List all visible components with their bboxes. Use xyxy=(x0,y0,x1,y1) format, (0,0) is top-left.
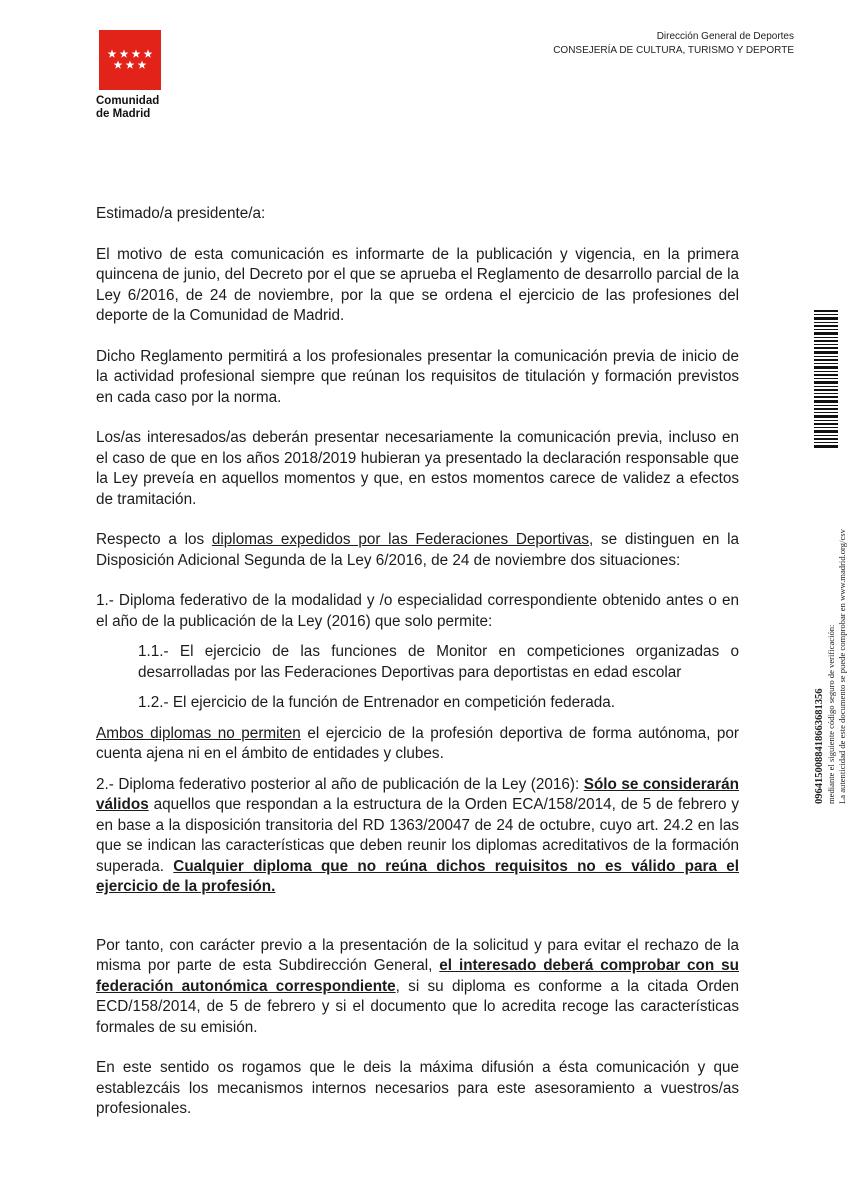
department-name: Dirección General de Deportes xyxy=(656,31,794,42)
letter-body xyxy=(96,204,739,1120)
por-tanto-intro: Por tanto, con carácter previo a la presentación de la solicitud y para evitar el rechazo de la misma por parte de esta Subdirección General, xyxy=(96,936,739,974)
paragraph-diplomas xyxy=(96,530,739,571)
paragraph-por-tanto xyxy=(96,936,739,1039)
comunidad-de-madrid-logo xyxy=(96,30,168,121)
item-2-intro: 2.- Diploma federativo posterior al año de publicación de la Ley (2016): xyxy=(96,775,584,793)
paragraph-reglamento: Dicho Reglamento permitirá a los profesionales presentar la comunicación previa de inicio de la actividad profesional siempre que reúnan los requisitos de titulación y formación previstos en cada caso por la norma. xyxy=(96,347,739,406)
item-2-warning: Cualquier diploma que no reúna dichos requisitos no es válido para el ejercicio de la profesión. xyxy=(96,857,739,895)
diplomas-intro: Respecto a los xyxy=(96,531,212,548)
logo-line2: de Madrid xyxy=(96,108,151,120)
verification-line1: La autenticidad de este documento se puede comprobar en www.madrid.org/csv xyxy=(836,529,847,804)
verification-code: 0964150088418663681356 xyxy=(814,688,825,804)
ambos-underlined: Ambos diplomas no permiten xyxy=(96,724,301,742)
paragraph-motivo: El motivo de esta comunicación es informarte de la publicación y vigencia, en la primera quincena de junio, del Decreto por el que se aprueba el Reglamento de desarrollo parcial de la Ley 6/2016, de 24 de noviembre, por la que se ordena el ejercicio de las profesiones del deporte de la Comunidad de Madrid. xyxy=(96,245,739,324)
logo-line1: Comunidad xyxy=(96,95,160,107)
madrid-seven-stars-flag-icon xyxy=(99,30,161,90)
por-tanto-emphasis: el interesado deberá comprobar con su federación autonómica correspondiente xyxy=(96,957,739,995)
item-2-validos: Sólo se considerarán válidos xyxy=(96,775,739,813)
diplomas-rest: , se distinguen en la Disposición Adicional Segunda de la Ley 6/2016, de 24 de noviembre dos situaciones: xyxy=(96,531,739,569)
item-2 xyxy=(96,775,739,898)
paragraph-interesados: Los/as interesados/as deberán presentar necesariamente la comunicación previa, incluso en el caso de que en los años 2018/2019 hubieran ya presentado la declaración responsable que la Ley preveía en aquellos momentos y que, en estos momentos carece de validez a efectos de tramitación. xyxy=(96,429,739,508)
item-1-1: 1.1.- El ejercicio de las funciones de Monitor en competiciones organizadas o desarrolladas por las Federaciones Deportivas para deportistas en edad escolar xyxy=(138,643,739,681)
ministry-name: CONSEJERÍA DE CULTURA, TURISMO Y DEPORTE xyxy=(553,45,794,56)
item-1: 1.- Diploma federativo de la modalidad y /o especialidad correspondiente obtenido antes o en el año de la publicación de la Ley (2016) que solo permite: xyxy=(96,592,739,630)
item-2-body: aquellos que respondan a la estructura de la Orden ECA/158/2014, de 5 de febrero y en base a la disposición transitoria del RD 1363/20047 de 24 de octubre, cuyo art. 24.2 en las que se indican las características que deben reunir los diplomas acreditativos de la formación superada. xyxy=(96,796,739,875)
department-header xyxy=(553,30,794,58)
paragraph-ambos xyxy=(96,724,739,765)
diplomas-underlined: diplomas expedidos por las Federaciones Deportivas xyxy=(211,531,589,548)
por-tanto-rest: , si su diploma es conforme a la citada Orden ECD/158/2014, de 5 de febrero y si el documento que lo acredita recoge las características formales de su emisión. xyxy=(96,977,739,1036)
logo-name xyxy=(96,95,168,121)
item-1-2: 1.2.- El ejercicio de la función de Entrenador en competición federada. xyxy=(138,694,616,711)
verification-line2: mediante el siguiente código seguro de verificación: xyxy=(826,624,836,804)
ambos-rest: el ejercicio de la profesión deportiva de forma autónoma, por cuenta ajena ni en el ámbito de entidades y clubes. xyxy=(96,724,739,762)
barcode-icon xyxy=(814,310,838,448)
paragraph-difusion: En este sentido os rogamos que le deis la máxima difusión a ésta comunicación y que establezcáis los mecanismos internos necesarios para este asesoramiento a vuestros/as profesionales. xyxy=(96,1059,739,1117)
greeting: Estimado/a presidente/a: xyxy=(96,205,266,222)
